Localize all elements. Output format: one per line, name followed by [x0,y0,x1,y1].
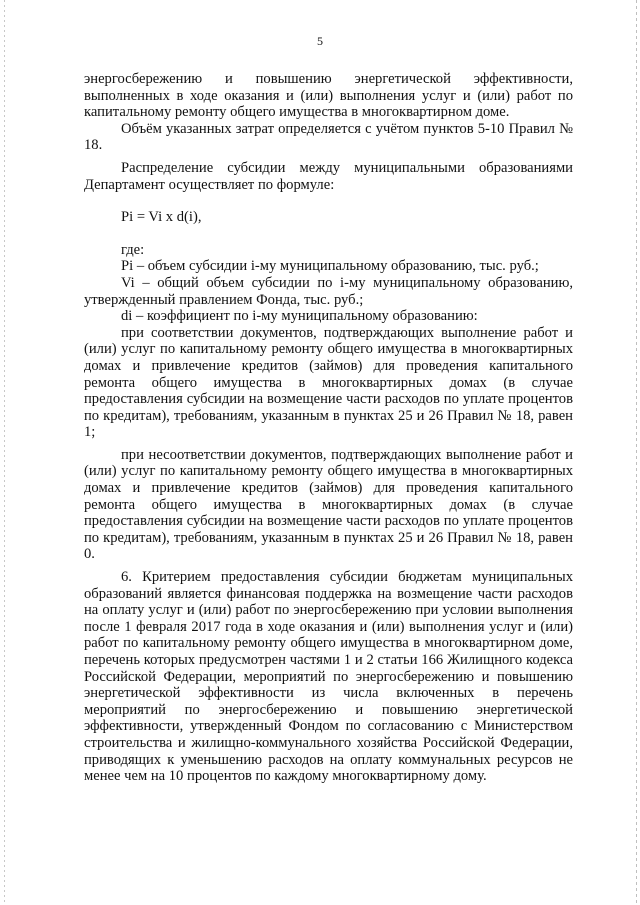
page-number: 5 [317,34,323,48]
formula: Pi = Vi x d(i), [121,209,202,226]
condition-compliance: при соответствии документов, подтверждающих выполнение работ и (или) услуг по капитальному ремонту общего имущества в многоквартирных домах и привлечение кредитов (займов) для проведения капитального ремонта общего имущества в многоквартирных домах (в случае предоставления субсидии на возмещение части расходов по уплате процентов по кредитам), требованиям, указанным в пунктах 25 и 26 Правил № 18, равен 1; [84,324,573,441]
scan-edge-right [636,0,637,905]
formula-where: где: [121,241,145,258]
document-body [84,71,573,785]
definition-di: di – коэффициент по i-му муниципальному образованию: [121,308,478,325]
paragraph-costs: Объём указанных затрат определяется с учётом пунктов 5-10 Правил № 18. [84,120,573,154]
paragraph-continuation: энергосбережению и повышению энергетической эффективности, выполненных в ходе оказания и (или) выполнения услуг и (или) работ по капитальному ремонту общего имущества в многоквартирном доме. [84,71,573,121]
paragraph-distribution: Распределение субсидии между муниципальными образованиями Департамент осуществляет по формуле: [84,159,573,193]
scan-edge-left [4,0,5,905]
condition-noncompliance: при несоответствии документов, подтверждающих выполнение работ и (или) услуг по капитальному ремонту общего имущества в многоквартирных домах и привлечение кредитов (займов) для проведения капитального ремонта общего имущества в многоквартирных домах (в случае предоставления субсидии на возмещение части расходов по уплате процентов по кредитам), требованиям, указанным в пунктах 25 и 26 Правил № 18, равен 0. [84,446,573,563]
paragraph-criterion-6: 6. Критерием предоставления субсидии бюджетам муниципальных образований является финансовая поддержка на возмещение части расходов на оплату услуг и (или) работ по энергосбережению при условии выполнения после 1 февраля 2017 года в ходе оказания и (или) выполнения услуг и (или) работ по капитальному ремонту общего имущества в многоквартирном доме, перечень которых предусмотрен частями 1 и 2 статьи 166 Жилищного кодекса Российской Федерации, мероприятий по энергосбережению и повышению энергетической эффективности из числа включенных в перечень мероприятий по энергосбережению и повышению энергетической эффективности, утвержденный Фондом по согласованию с Министерством строительства и жилищно-коммунального хозяйства Российской Федерации, приводящих к уменьшению расходов на оплату коммунальных ресурсов не менее чем на 10 процентов по каждому многоквартирному дому. [84,569,573,785]
definition-vi: Vi – общий объем субсидии по i-му муниципальному образованию, утвержденный правлением Фонда, тыс. руб.; [84,274,573,308]
definition-pi: Pi – объем субсидии i-му муниципальному образованию, тыс. руб.; [121,258,539,275]
